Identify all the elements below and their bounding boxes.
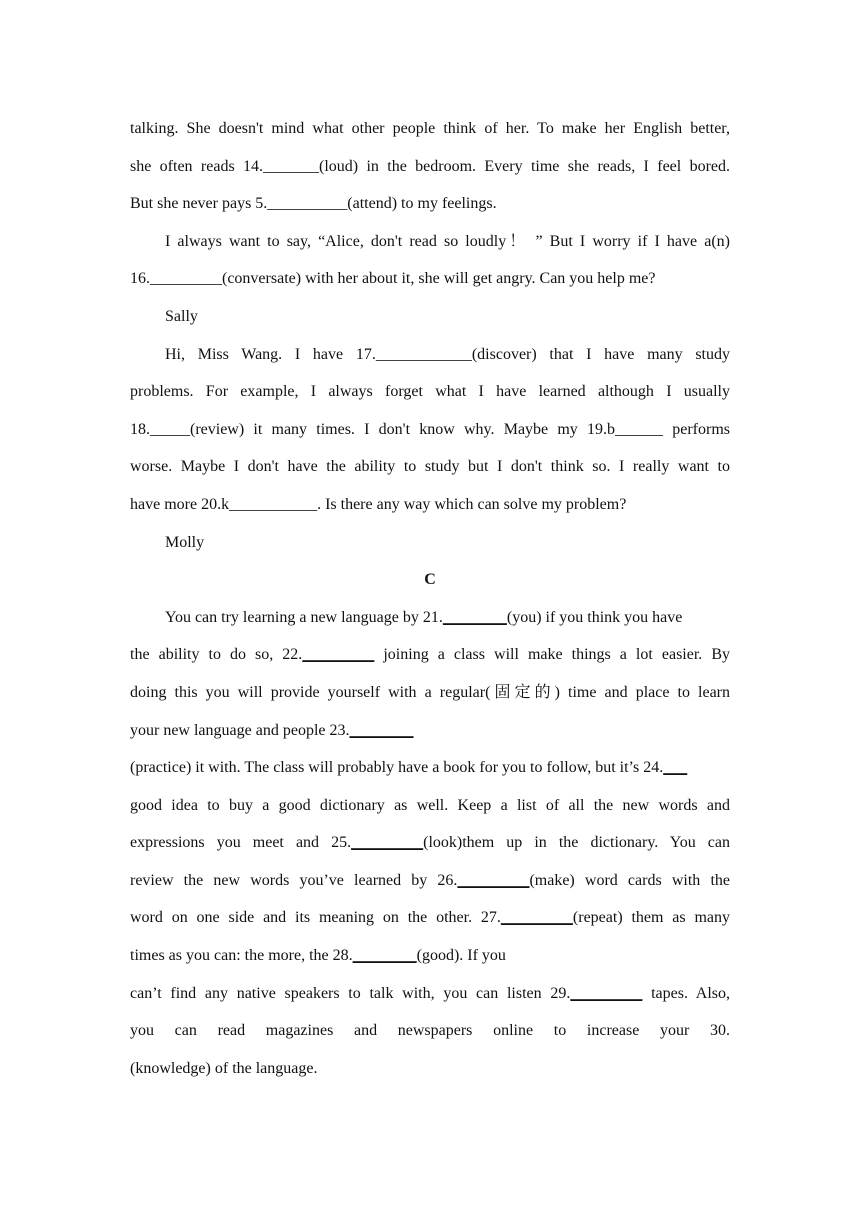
paragraph-line: good idea to buy a good dictionary as well. Keep a list of all the new words and bbox=[130, 796, 730, 814]
paragraph-line: Hi, Miss Wang. I have 17.____________(discover) that I have many study bbox=[165, 345, 730, 363]
text-segment: word on one side and its meaning on the other. 27. bbox=[130, 909, 501, 927]
paragraph-line bbox=[130, 937, 730, 975]
text-segment: You can try learning a new language by 21. bbox=[165, 608, 443, 626]
text-segment: can’t find any native speakers to talk with, you can listen 29. bbox=[130, 984, 571, 1002]
blank: ________ bbox=[349, 721, 414, 739]
text-segment: (make) word cards with the bbox=[529, 871, 730, 889]
text-segment: expressions you meet and 25. bbox=[130, 834, 352, 852]
paragraph-line: But she never pays 5.__________(attend) to my feelings. bbox=[130, 195, 497, 213]
text-segment: (good). If you bbox=[416, 947, 506, 965]
text-segment: review the new words you’ve learned by 26. bbox=[130, 871, 458, 889]
paragraph-line bbox=[130, 599, 730, 637]
text-segment: times as you can: the more, the 28. bbox=[130, 947, 353, 965]
paragraph-line: have more 20.k___________. Is there any way which can solve my problem? bbox=[130, 495, 627, 513]
paragraph-line: talking. She doesn't mind what other people think of her. To make her English better, bbox=[130, 120, 730, 137]
paragraph-line bbox=[130, 862, 730, 900]
blank: ________ bbox=[442, 608, 507, 626]
paragraph-line bbox=[130, 824, 730, 862]
paragraph-line bbox=[130, 899, 730, 937]
blank: _________ bbox=[500, 909, 573, 927]
paragraph-line: 16._________(conversate) with her about it, she will get angry. Can you help me? bbox=[130, 270, 656, 288]
text-segment: joining a class will make things a lot easier. By bbox=[374, 646, 730, 664]
paragraph-line: worse. Maybe I don't have the ability to study but I don't think so. I really want to bbox=[130, 458, 730, 476]
paragraph-line bbox=[130, 975, 730, 1013]
section-heading: C bbox=[424, 571, 436, 589]
paragraph-line: problems. For example, I always forget what I have learned although I usually bbox=[130, 383, 730, 401]
paragraph-line: doing this you will provide yourself with a regular(固定的) time and place to learn bbox=[130, 683, 730, 701]
paragraph-line bbox=[130, 712, 730, 750]
paragraph-line: (knowledge) of the language. bbox=[130, 1059, 318, 1077]
text-segment: (look)them up in the dictionary. You can bbox=[423, 834, 730, 852]
paragraph-line bbox=[130, 749, 730, 787]
signature-molly: Molly bbox=[165, 533, 205, 551]
paragraph-line: you can read magazines and newspapers online to increase your 30. bbox=[130, 1022, 730, 1040]
blank: _________ bbox=[302, 646, 375, 664]
signature-sally: Sally bbox=[165, 307, 198, 325]
text-segment: (repeat) them as many bbox=[572, 909, 730, 927]
blank: _________ bbox=[457, 871, 530, 889]
blank: ________ bbox=[352, 947, 417, 965]
text-segment: (you) if you think you have bbox=[506, 608, 683, 626]
text-segment: (practice) it with. The class will probably have a book for you to follow, but it’s 24. bbox=[130, 759, 664, 777]
blank: _________ bbox=[570, 984, 643, 1002]
document-page bbox=[130, 110, 730, 1087]
paragraph-line bbox=[130, 636, 730, 674]
blank: _________ bbox=[351, 834, 424, 852]
paragraph-line: 18._____(review) it many times. I don't know why. Maybe my 19.b______ performs bbox=[130, 420, 730, 438]
paragraph-line: she often reads 14._______(loud) in the bedroom. Every time she reads, I feel bored. bbox=[130, 157, 730, 175]
text-segment: the ability to do so, 22. bbox=[130, 646, 303, 664]
paragraph-line: I always want to say, “Alice, don't read so loudly！ ” But I worry if I have a(n) bbox=[165, 232, 730, 250]
blank: ___ bbox=[663, 759, 688, 777]
text-segment: your new language and people 23. bbox=[130, 721, 350, 739]
text-segment: tapes. Also, bbox=[642, 984, 730, 1002]
